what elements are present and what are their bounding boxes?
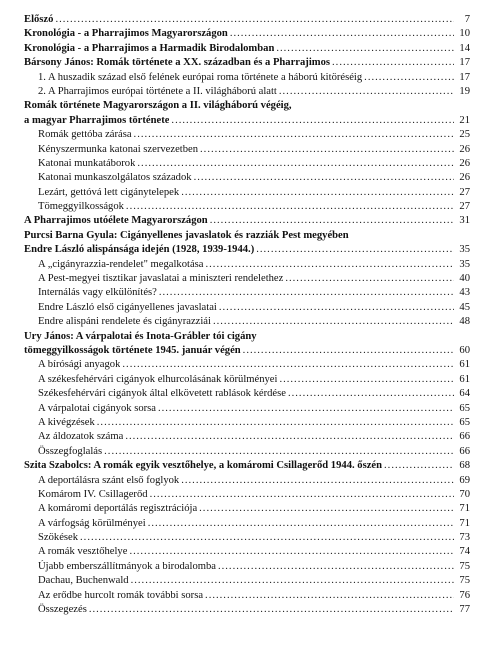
toc-entry-title: Romák gettóba zárása (38, 129, 132, 141)
dot-leader (148, 517, 454, 531)
toc-entry-page-number: 48 (459, 316, 470, 328)
toc-entry (24, 128, 470, 142)
toc-entry (24, 272, 470, 286)
toc-entry-page-number: 25 (459, 129, 470, 141)
toc-entry (24, 373, 470, 387)
toc-entry-title: A kivégzések (38, 416, 95, 428)
toc-entry-page-number: 71 (459, 503, 470, 515)
toc-entry-page-number: 61 (459, 359, 470, 371)
toc-entry-page-number: 14 (459, 42, 470, 54)
toc-entry (24, 560, 470, 574)
toc-entry-title: Komárom IV. Csillagerőd (38, 488, 148, 500)
toc-entry-title: tömeggyilkosságok története 1945. január végén (24, 344, 241, 356)
toc-entry-page-number: 21 (459, 114, 470, 126)
dot-leader (213, 315, 454, 329)
dot-leader (171, 114, 454, 128)
toc-entry-title: A várpalotai cigányok sorsa (38, 402, 156, 414)
toc-entry (24, 387, 470, 401)
dot-leader (125, 430, 454, 444)
toc-entry-page-number: 77 (459, 604, 470, 616)
dot-leader (205, 589, 454, 603)
toc-entry (24, 13, 470, 27)
toc-entry (24, 186, 470, 200)
toc-entry-page-number: 26 (459, 143, 470, 155)
toc-entry (24, 330, 470, 344)
toc-entry-title: A „cigányrazzia-rendelet" megalkotása (38, 258, 204, 270)
dot-leader (256, 243, 454, 257)
toc-entry-title: Bársony János: Romák története a XX. században és a Pharrajimos (24, 57, 331, 69)
dot-leader (134, 128, 454, 142)
toc-entry-page-number: 71 (459, 517, 470, 529)
dot-leader (200, 143, 454, 157)
toc-entry-page-number: 69 (459, 474, 470, 486)
dot-leader (279, 373, 454, 387)
dot-leader (89, 603, 454, 617)
dot-leader (131, 574, 454, 588)
toc-entry-title: Újabb emberszállítmányok a birodalomba (38, 560, 216, 572)
toc-entry-page-number: 61 (459, 373, 470, 385)
toc-entry (24, 27, 470, 41)
toc-entry-page-number: 35 (459, 258, 470, 270)
dot-leader (288, 387, 454, 401)
dot-leader (199, 502, 454, 516)
toc-entry (24, 229, 470, 243)
dot-leader (104, 445, 454, 459)
toc-entry-title: 1. A huszadik század első felének európai roma története a háború kitöréséig (38, 71, 363, 83)
toc-entry (24, 445, 470, 459)
dot-leader (219, 301, 454, 315)
toc-entry-page-number: 74 (459, 546, 470, 558)
toc-entry-title: Kronológia - a Pharrajimos Magyarországon (24, 28, 228, 40)
toc-entry-page-number: 35 (459, 244, 470, 256)
toc-entry-title: Összegfoglalás (38, 445, 103, 457)
toc-entry-title: 2. A Pharrajimos európai története a II. világháború alatt (38, 85, 277, 97)
toc-entry (24, 488, 470, 502)
dot-leader (230, 27, 454, 41)
toc-entry (24, 416, 470, 430)
toc-entry-page-number: 26 (459, 157, 470, 169)
toc-entry-page-number: 27 (459, 201, 470, 213)
toc-entry-title: Lezárt, gettóvá lett cigánytelepek (38, 186, 180, 198)
toc-entry (24, 402, 470, 416)
toc-entry (24, 545, 470, 559)
dot-leader (181, 474, 454, 488)
toc-entry-page-number: 7 (464, 14, 470, 25)
toc-entry-title: Összegezés (38, 604, 87, 616)
toc-entry (24, 531, 470, 545)
toc-entry-page-number: 64 (459, 388, 470, 400)
table-of-contents (24, 13, 470, 617)
toc-entry (24, 258, 470, 272)
toc-entry-page-number: 10 (459, 28, 470, 40)
toc-entry (24, 214, 470, 228)
toc-entry-title: Internálás vagy elkülönítés? (38, 287, 157, 299)
toc-entry-title: A deportálásra szánt első foglyok (38, 474, 180, 486)
toc-entry-title: Tömeggyilkosságok (38, 201, 124, 213)
toc-entry-page-number: 75 (459, 575, 470, 587)
toc-entry (24, 430, 470, 444)
toc-entry-title: Az erődbe hurcolt romák további sorsa (38, 589, 204, 601)
toc-entry-title: Katonai munkatáborok (38, 157, 136, 169)
toc-entry (24, 85, 470, 99)
toc-entry-page-number: 27 (459, 186, 470, 198)
toc-entry (24, 344, 470, 358)
toc-entry-title: Romák története Magyarországon a II. világháború végéig, (24, 100, 292, 112)
toc-entry-title: Előszó (24, 14, 54, 25)
toc-entry-page-number: 26 (459, 172, 470, 184)
toc-entry-page-number: 43 (459, 287, 470, 299)
toc-entry (24, 459, 470, 473)
toc-entry (24, 200, 470, 214)
toc-entry-title: Kényszermunka katonai szervezetben (38, 143, 199, 155)
toc-entry (24, 517, 470, 531)
dot-leader (137, 157, 454, 171)
toc-entry-page-number: 73 (459, 532, 470, 544)
toc-entry-page-number: 65 (459, 416, 470, 428)
toc-entry (24, 574, 470, 588)
toc-entry-title: Purcsi Barna Gyula: Cigányellenes javaslatok és razziák Pest megyében (24, 229, 349, 241)
toc-entry-title: Szökések (38, 532, 79, 544)
dot-leader (158, 402, 454, 416)
toc-entry-page-number: 76 (459, 589, 470, 601)
toc-entry-title: Kronológia - a Pharrajimos a Harmadik Birodalomban (24, 42, 275, 54)
dot-leader (80, 531, 454, 545)
toc-entry-title: Szita Szabolcs: A romák egyik vesztőhelye, a komáromi Csillagerőd 1944. őszén (24, 460, 383, 472)
dot-leader (364, 71, 454, 85)
toc-entry-title: A várfogság körülményei (38, 517, 146, 529)
toc-entry (24, 56, 470, 70)
toc-entry (24, 315, 470, 329)
dot-leader (129, 545, 454, 559)
toc-entry (24, 358, 470, 372)
toc-entry (24, 157, 470, 171)
toc-entry-title: Endre alispáni rendelete és cigányrazziái (38, 316, 211, 328)
toc-entry-page-number: 65 (459, 402, 470, 414)
toc-entry (24, 71, 470, 85)
dot-leader (332, 56, 454, 70)
dot-leader (206, 258, 455, 272)
toc-entry-title: a magyar Pharrajimos története (24, 114, 170, 126)
toc-entry (24, 143, 470, 157)
dot-leader (55, 13, 454, 27)
toc-entry-page-number: 68 (459, 460, 470, 472)
toc-entry (24, 301, 470, 315)
dot-leader (122, 358, 454, 372)
toc-entry-title: A romák vesztőhelye (38, 546, 128, 558)
dot-leader (97, 416, 454, 430)
toc-entry (24, 286, 470, 300)
toc-entry-title: A Pharrajimos utóélete Magyarországon (24, 215, 208, 227)
dot-leader (276, 42, 454, 56)
toc-entry-title: A komáromi deportálás regisztrációja (38, 503, 198, 515)
toc-entry-title: A székesfehérvári cigányok elhurcolásának körülményei (38, 373, 278, 385)
toc-entry-title: Ury János: A várpalotai és Inota-Grábler tói cigány (24, 330, 257, 342)
toc-entry (24, 589, 470, 603)
toc-entry-title: Katonai munkaszolgálatos századok (38, 172, 192, 184)
toc-entry-page-number: 45 (459, 301, 470, 313)
dot-leader (285, 272, 454, 286)
toc-entry (24, 474, 470, 488)
dot-leader (150, 488, 454, 502)
toc-entry-page-number: 31 (459, 215, 470, 227)
dot-leader (159, 286, 454, 300)
toc-entry-page-number: 17 (459, 57, 470, 69)
toc-entry (24, 243, 470, 257)
toc-entry-page-number: 75 (459, 560, 470, 572)
toc-entry (24, 114, 470, 128)
dot-leader (218, 560, 454, 574)
toc-entry-title: A Pest-megyei tisztikar javaslatai a miniszteri rendelethez (38, 273, 284, 285)
toc-entry (24, 502, 470, 516)
dot-leader (126, 200, 454, 214)
dot-leader (194, 171, 454, 185)
toc-entry (24, 42, 470, 56)
toc-entry (24, 603, 470, 617)
dot-leader (181, 186, 454, 200)
toc-entry-title: A bírósági anyagok (38, 359, 121, 371)
toc-entry-page-number: 60 (459, 344, 470, 356)
toc-entry-title: Endre László első cigányellenes javaslatai (38, 301, 217, 313)
toc-entry-page-number: 19 (459, 85, 470, 97)
dot-leader (279, 85, 454, 99)
dot-leader (243, 344, 454, 358)
toc-entry-page-number: 17 (459, 71, 470, 83)
toc-entry (24, 99, 470, 113)
toc-entry-page-number: 40 (459, 273, 470, 285)
toc-entry-title: Az áldozatok száma (38, 431, 124, 443)
toc-entry-page-number: 66 (459, 431, 470, 443)
dot-leader (210, 214, 454, 228)
toc-entry-title: Székesfehérvári cigányok által elkövetett rablások kérdése (38, 388, 286, 400)
toc-entry (24, 171, 470, 185)
toc-entry-title: Dachau, Buchenwald (38, 575, 129, 587)
toc-entry-page-number: 70 (459, 488, 470, 500)
toc-entry-title: Endre László alispánsága idején (1928, 1939-1944.) (24, 244, 255, 256)
dot-leader (384, 459, 454, 473)
toc-entry-page-number: 66 (459, 445, 470, 457)
